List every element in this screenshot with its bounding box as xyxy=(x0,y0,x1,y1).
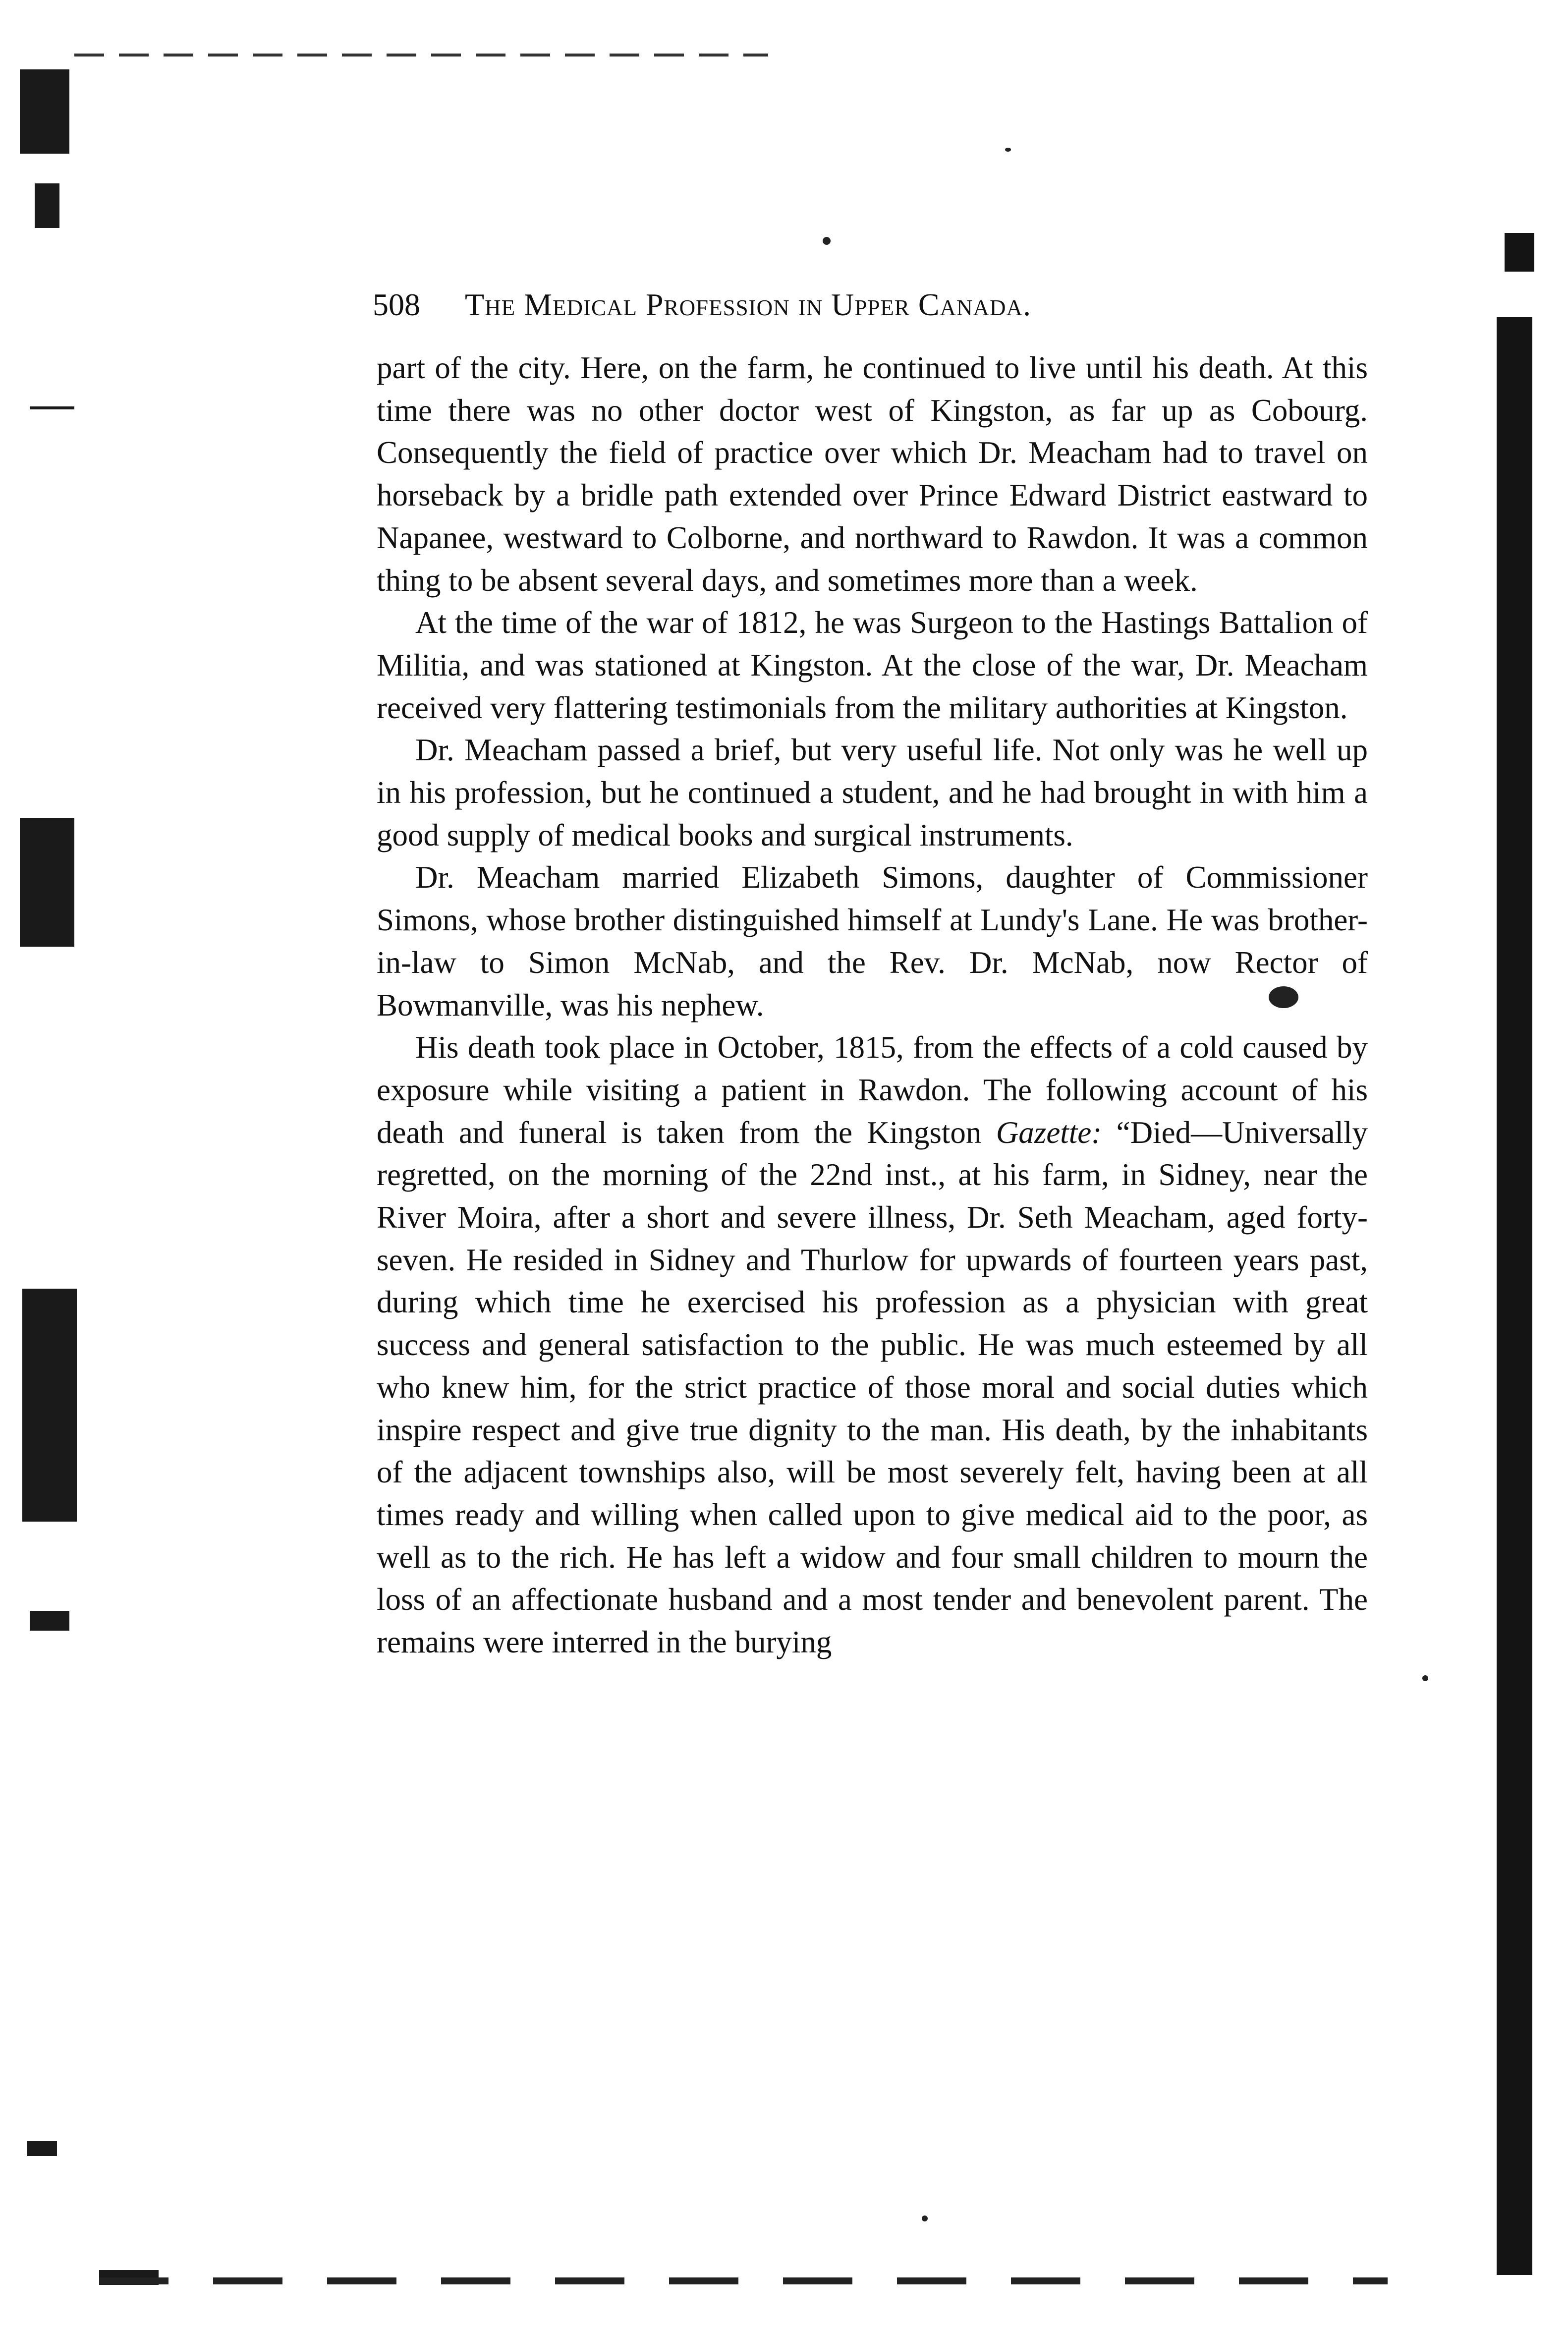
paragraph-continuation: part of the city. Here, on the farm, he continued to live until his death. At this time there was no other doctor west of Kingston, as far up as Cobourg. Consequently the field of practice over which Dr. Meacham had to travel on horseback by a bridle path extended over Prince Edward District eastward to Napanee, westward to Colborne, and northward to Rawdon. It was a common thing to be absent several days, and sometimes more than a week. xyxy=(377,350,1368,598)
paragraph-marriage: Dr. Meacham married Elizabeth Simons, daughter of Commissioner Simons, whose brother distinguished himself at Lundy's Lane. He was brother-in-law to Simon McNab, and the Rev. Dr. McNab, now Rector of Bowmanville, was his nephew. xyxy=(377,860,1368,1022)
running-head xyxy=(373,278,1364,332)
scan-edge-bottom xyxy=(99,2277,1388,2284)
scan-speck xyxy=(922,2215,928,2221)
scan-speck xyxy=(823,237,831,245)
scan-edge-top xyxy=(74,54,768,57)
body-text xyxy=(377,347,1368,1664)
scan-speck xyxy=(1422,1675,1428,1681)
scan-speck xyxy=(1005,148,1011,152)
paragraph-death xyxy=(377,1026,1368,1664)
page-number: 508 xyxy=(373,287,420,322)
scan-mark-right xyxy=(1505,233,1534,272)
paragraph-brief-life: Dr. Meacham passed a brief, but very useful life. Not only was he well up in his profession, but he continued a student, and he had brought in with him a good supply of medical books and surgical instruments. xyxy=(377,733,1368,852)
obituary-quote: “Died—Universally regretted, on the morning of the 22nd inst., at his farm, in Sidney, near the River Moira, after a short and severe illness, Dr. Seth Meacham, aged forty-seven. He resided in Sidney and Thurlow for upwards of fourteen years past, during which time he exercised his profession as a physician with great success and general satisfaction to the public. He was much esteemed by all who knew him, for the strict practice of those moral and social duties which inspire respect and give true dignity to the man. His death, by the inhabitants of the adjacent townships also, will be most severely felt, having been at all times ready and willing when called upon to give medical aid to the poor, as well as to the rich. He has left a widow and four small children to mourn the loss of an affectionate husband and a most tender and benevolent parent. The remains were interred in the burying xyxy=(377,1115,1368,1660)
paragraph-war-of-1812: At the time of the war of 1812, he was Surgeon to the Hastings Battalion of Militia, and was stationed at Kingston. At the close of the war, Dr. Meacham received very flattering testimonials from the military authorities at Kingston. xyxy=(377,605,1368,725)
running-title: The Medical Profession in Upper Canada. xyxy=(465,287,1032,322)
death-text-start: His death took place in October, 1815, from the effects of a cold caused by exposure while visiting a patient in Rawdon. The following account of his death and funeral is taken from the Kingston xyxy=(377,1030,1368,1150)
scan-edge-right xyxy=(1497,317,1532,2275)
scan-edge-left xyxy=(0,0,79,2329)
gazette-title: Gazette: xyxy=(996,1115,1102,1150)
